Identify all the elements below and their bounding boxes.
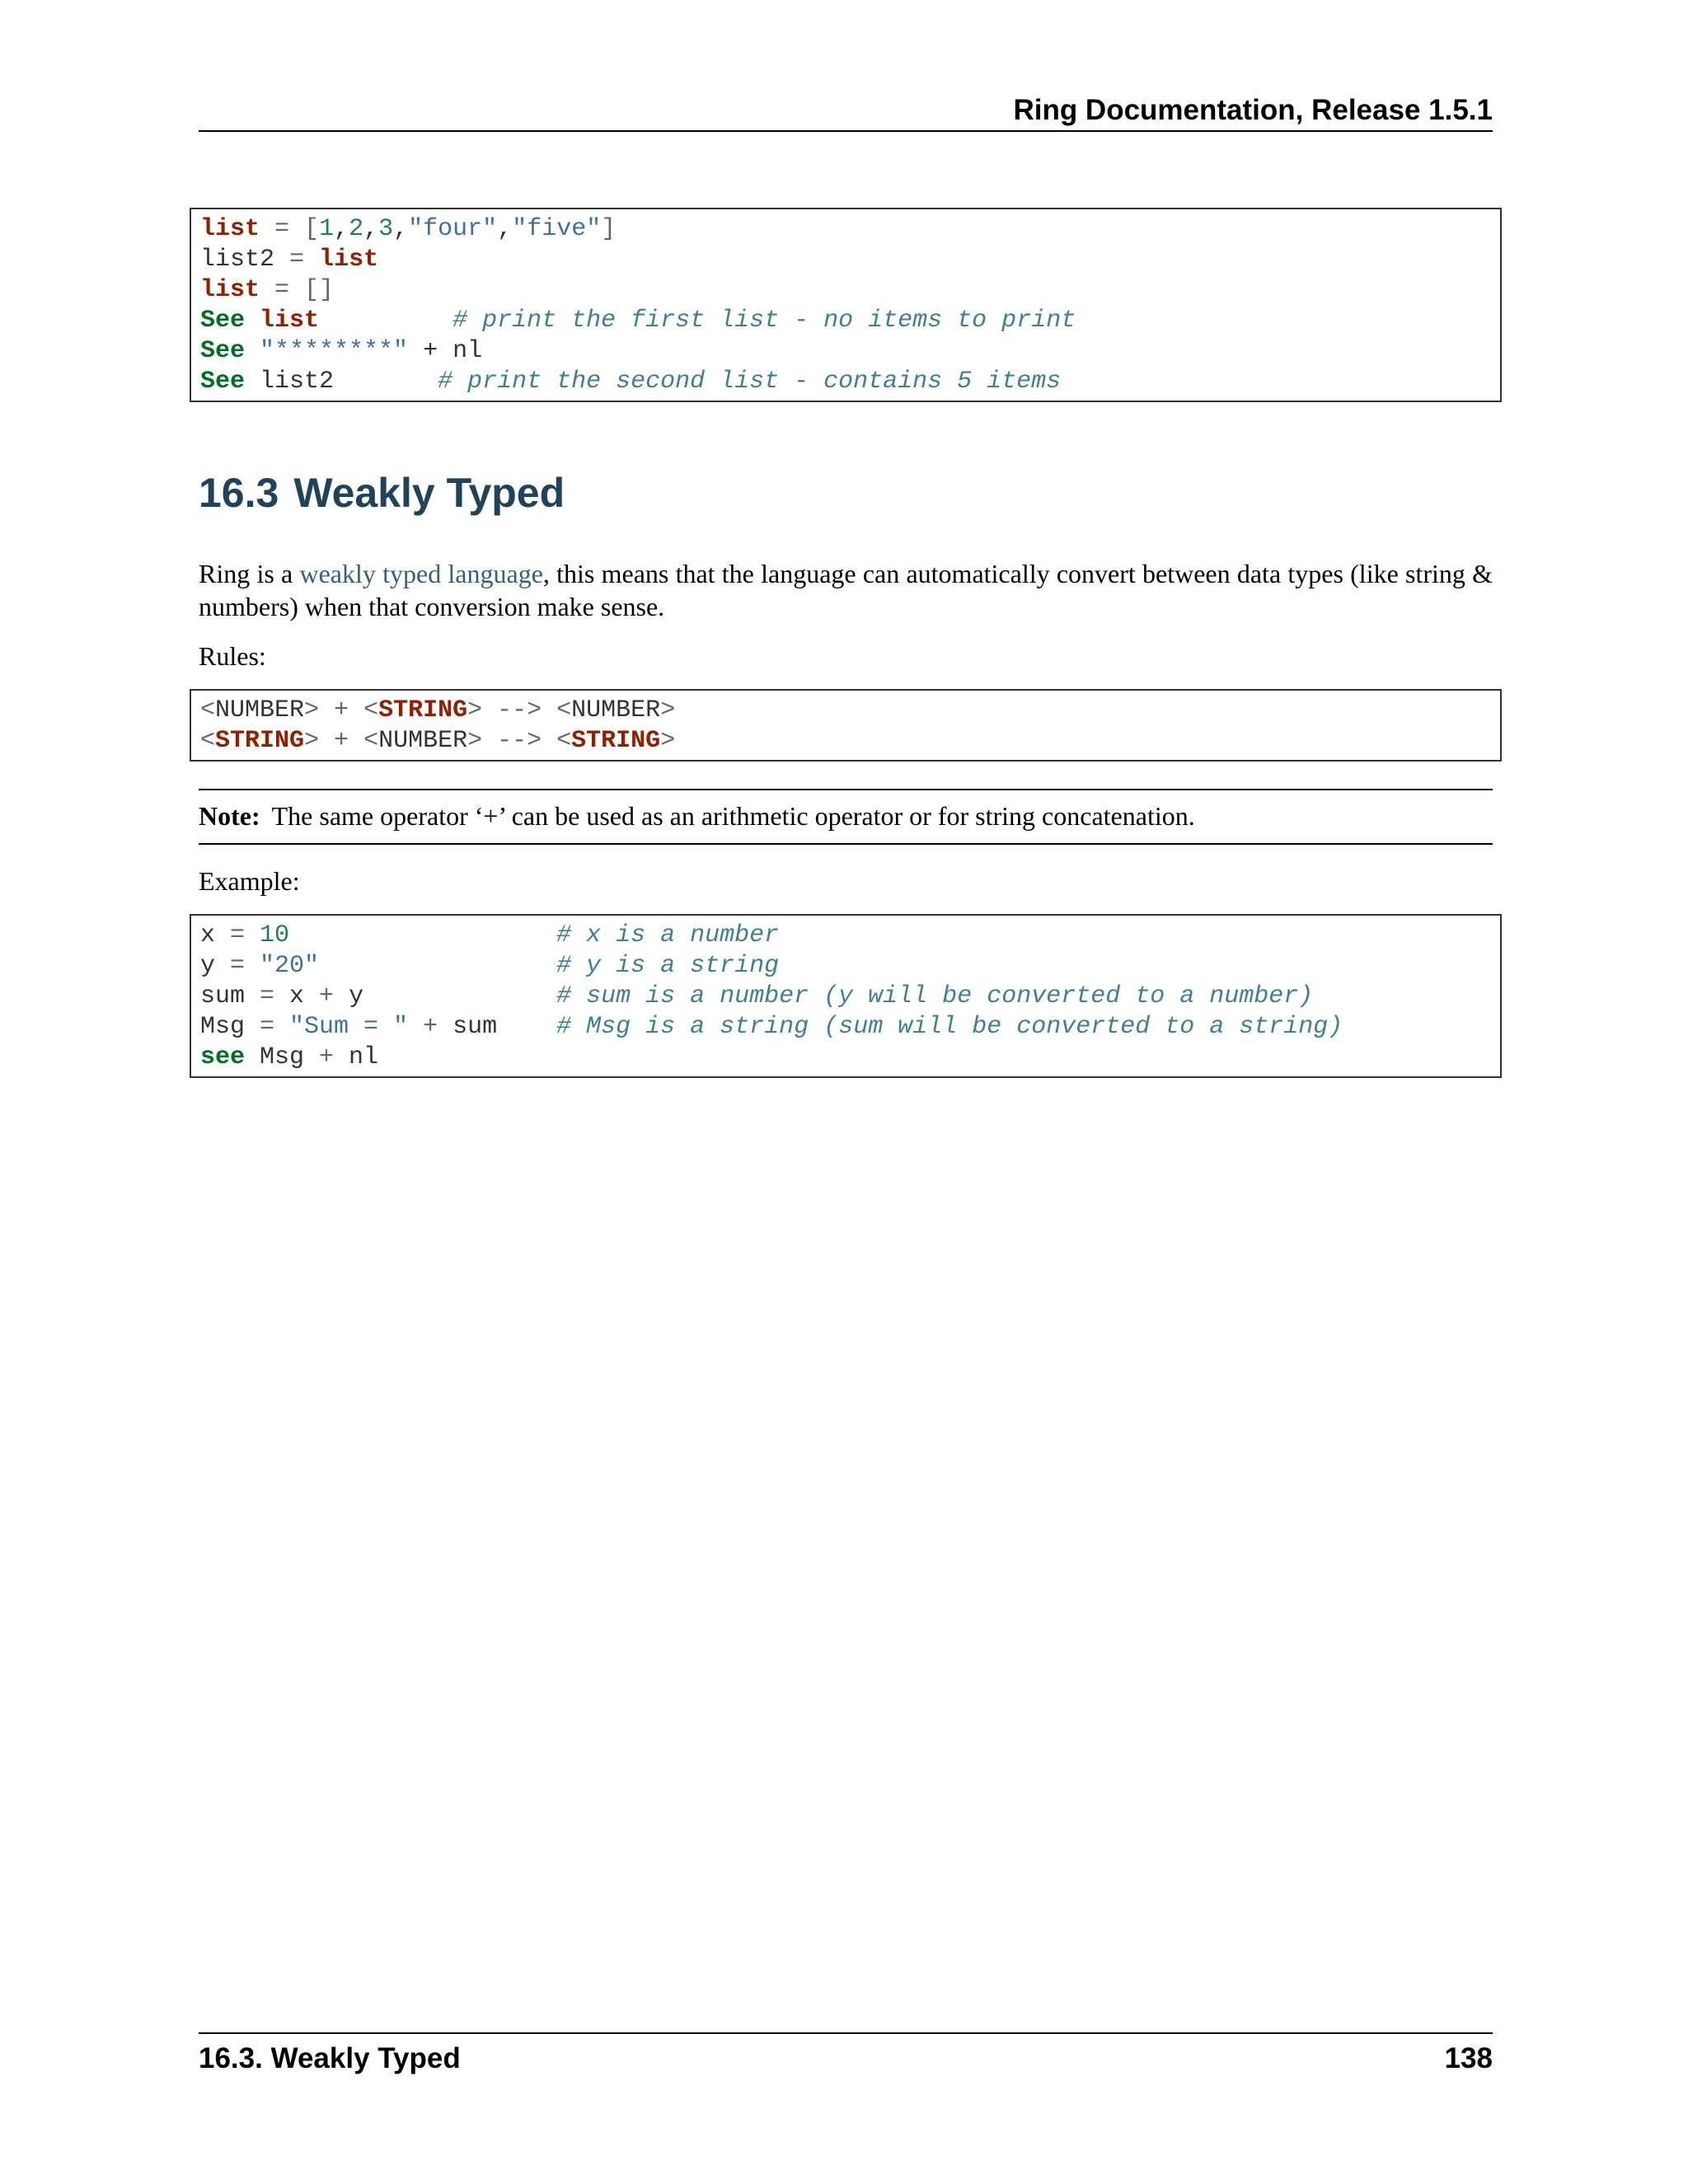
code-token: < xyxy=(200,696,216,724)
code-token xyxy=(319,952,556,980)
code-line xyxy=(200,951,1490,982)
code-token: list xyxy=(260,307,320,335)
code-token: list xyxy=(200,276,260,304)
code-token: + xyxy=(319,727,364,755)
code-token: + xyxy=(423,1013,438,1041)
code-token: < xyxy=(363,696,379,724)
code-token: > xyxy=(467,696,483,724)
section-heading xyxy=(199,464,565,522)
code-token: 3 xyxy=(378,215,394,243)
code-token: = xyxy=(260,1013,275,1041)
code-token xyxy=(245,952,260,980)
code-token xyxy=(319,307,452,335)
code-token: < xyxy=(556,727,572,755)
page-footer xyxy=(199,2032,1493,2077)
code-token: # Msg is a string (sum will be converted to a string) xyxy=(556,1013,1343,1041)
code-token: list2 xyxy=(245,368,438,396)
code-token xyxy=(260,276,274,304)
code-line xyxy=(200,696,1490,726)
code-token: < xyxy=(556,696,572,724)
code-token: # print the first list - no items to print xyxy=(452,307,1076,335)
code-line xyxy=(200,336,1490,367)
code-token: + nl xyxy=(408,337,483,365)
code-token xyxy=(245,921,260,949)
code-token xyxy=(245,307,260,335)
example-label: Example: xyxy=(199,866,300,896)
code-token: > xyxy=(660,727,676,755)
code-token: STRING xyxy=(378,696,468,724)
code-token: sum xyxy=(200,982,260,1010)
code-block-list-example xyxy=(190,208,1502,402)
code-token: # y is a string xyxy=(556,952,780,980)
code-token: # x is a number xyxy=(556,921,780,949)
code-token: "20" xyxy=(260,952,320,980)
code-token: > xyxy=(304,727,320,755)
code-token: = xyxy=(289,246,305,274)
code-token: "four" xyxy=(408,215,498,243)
code-token: , xyxy=(497,215,513,243)
code-token: < xyxy=(363,727,379,755)
code-token: = xyxy=(274,215,290,243)
code-token: nl xyxy=(334,1043,379,1071)
code-line xyxy=(200,921,1490,951)
code-token: x xyxy=(274,982,320,1010)
code-token: [ xyxy=(289,215,320,243)
code-line xyxy=(200,1043,1490,1073)
code-token: list xyxy=(319,246,379,274)
code-token: --> xyxy=(482,696,557,724)
code-token: = xyxy=(274,276,290,304)
code-token: list xyxy=(200,215,260,243)
code-token: "********" xyxy=(260,337,409,365)
code-token: "five" xyxy=(512,215,602,243)
code-token: = xyxy=(260,982,275,1010)
code-token: 10 xyxy=(260,921,290,949)
code-token: NUMBER xyxy=(215,696,305,724)
note-text: The same operator ‘+’ can be used as an arithmetic operator or for string concatenation. xyxy=(271,801,1195,831)
code-token: 1 xyxy=(319,215,335,243)
code-token: Msg xyxy=(200,1013,260,1041)
weakly-typed-link[interactable]: weakly typed language xyxy=(299,559,543,588)
code-line xyxy=(200,1012,1490,1043)
code-line xyxy=(200,367,1490,397)
code-token xyxy=(408,1013,423,1041)
code-token: see xyxy=(200,1043,246,1071)
page-number: 138 xyxy=(1444,2042,1493,2074)
code-token: + xyxy=(319,696,364,724)
code-token: , xyxy=(334,215,349,243)
code-token: + xyxy=(319,1043,335,1071)
code-line xyxy=(200,245,1490,275)
code-token: See xyxy=(200,368,246,396)
code-token xyxy=(245,337,260,365)
code-line xyxy=(200,982,1490,1012)
code-token: Msg xyxy=(245,1043,320,1071)
code-token: See xyxy=(200,337,246,365)
code-token: < xyxy=(200,727,216,755)
code-token: , xyxy=(363,215,379,243)
code-token xyxy=(304,246,319,274)
footer-section: 16.3. Weakly Typed xyxy=(199,2042,461,2074)
intro-paragraph xyxy=(199,557,1493,623)
code-token: # sum is a number (y will be converted to a number) xyxy=(556,982,1314,1010)
code-line xyxy=(200,214,1490,245)
code-token: NUMBER xyxy=(571,696,661,724)
code-token xyxy=(274,1013,289,1041)
code-line xyxy=(200,306,1490,336)
code-line xyxy=(200,275,1490,306)
code-token: # print the second list - contains 5 items xyxy=(438,368,1062,396)
intro-text-after: , this means that the language can automatically convert between data types (like string & numbers) when that conversion make sense. xyxy=(199,559,1493,621)
page-header xyxy=(199,91,1493,132)
code-token: > xyxy=(467,727,483,755)
code-block-rules xyxy=(190,689,1502,762)
code-token xyxy=(289,921,556,949)
code-token: > xyxy=(304,696,320,724)
section-title-text: Weakly Typed xyxy=(293,470,565,516)
code-token: [] xyxy=(289,276,335,304)
intro-text-before: Ring is a xyxy=(199,559,300,588)
code-line xyxy=(200,726,1490,757)
note-box xyxy=(199,789,1493,845)
code-token: = xyxy=(230,921,246,949)
code-token: sum xyxy=(438,1013,557,1041)
code-token: NUMBER xyxy=(378,727,468,755)
code-token: ] xyxy=(601,215,617,243)
code-token: --> xyxy=(482,727,557,755)
code-token: STRING xyxy=(215,727,305,755)
code-token: 2 xyxy=(349,215,364,243)
code-token: , xyxy=(393,215,409,243)
header-title: Ring Documentation, Release 1.5.1 xyxy=(1013,94,1493,126)
rules-label: Rules: xyxy=(199,641,266,671)
code-token: "Sum = " xyxy=(289,1013,409,1041)
section-number: 16.3 xyxy=(199,470,279,516)
code-block-example xyxy=(190,914,1502,1078)
code-token: y xyxy=(200,952,231,980)
code-token: + xyxy=(319,982,335,1010)
code-token: = xyxy=(230,952,246,980)
code-token: STRING xyxy=(571,727,661,755)
code-token: x xyxy=(200,921,231,949)
code-token: y xyxy=(334,982,557,1010)
note-label: Note: xyxy=(199,801,260,831)
code-token: list2 xyxy=(200,246,290,274)
code-token: See xyxy=(200,307,246,335)
code-token: > xyxy=(660,696,676,724)
code-token xyxy=(260,215,274,243)
